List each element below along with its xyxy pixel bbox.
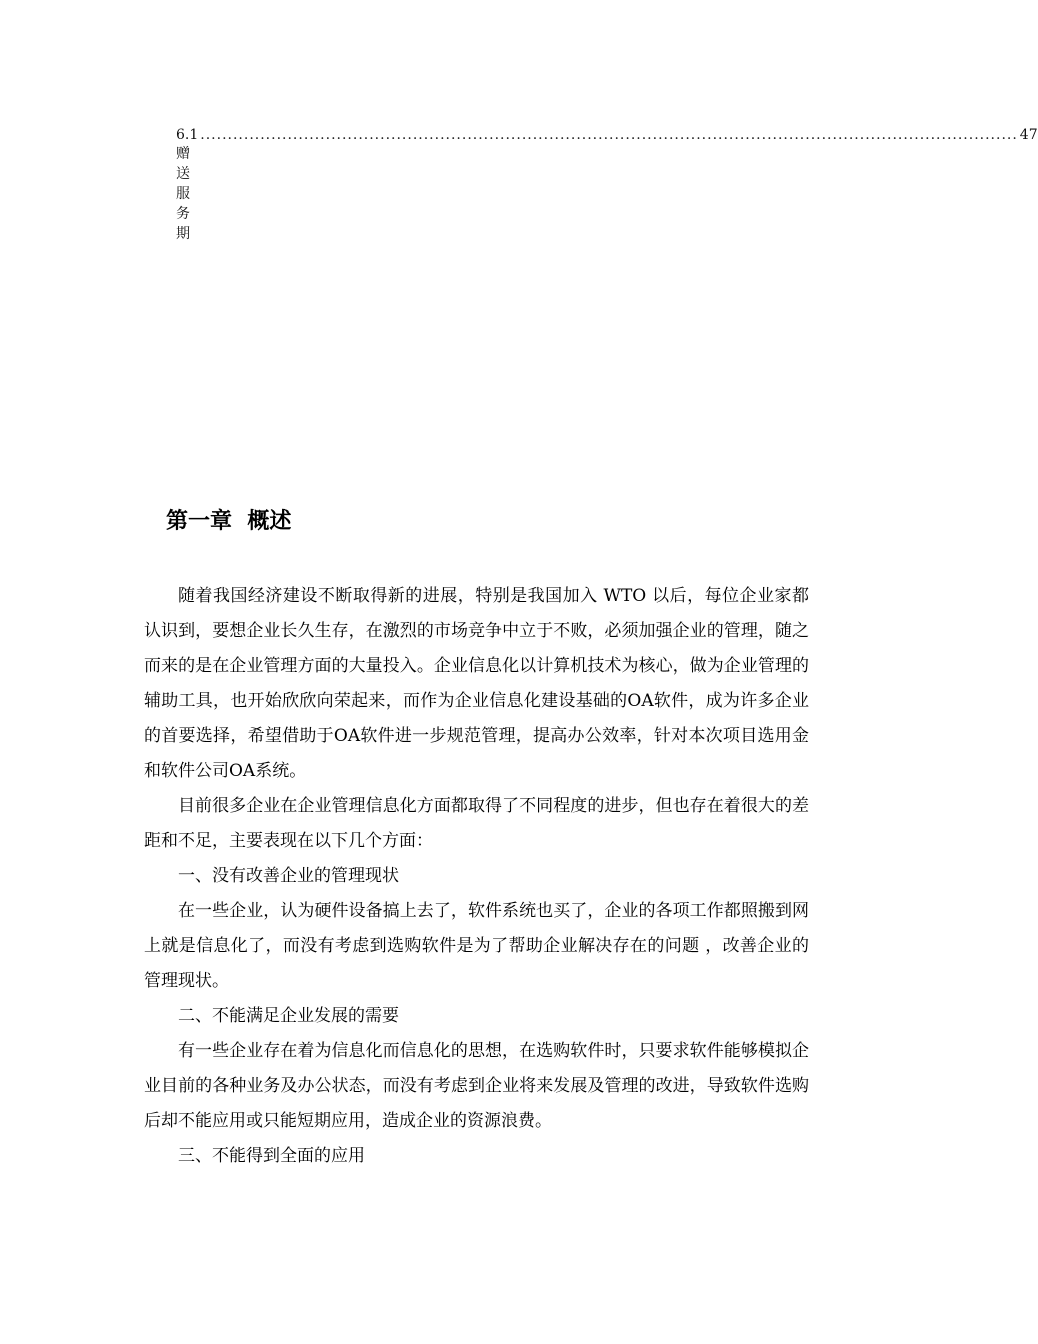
paragraph-intro: 随着我国经济建设不断取得新的进展，特别是我国加入 WTO 以后，每位企业家都认识到，要想企业长久生存，在激烈的市场竞争中立于不败，必须加强企业的管理，随之而来的是在企业管理方面的大量投入。企业信息化以计算机技术为核心，做为企业管理的辅助工具，也开始欣欣向荣起来，而作为企业信息化建设基础的OA软件，成为许多企业的首要选择，希望借助于OA软件进一步规范管理，提高办公效率，针对本次项目选用金和软件公司OA系统。 xyxy=(144,586,809,781)
section-heading-1: 一、没有改善企业的管理现状 xyxy=(178,866,399,886)
chapter-title: 第一章 概述 xyxy=(166,509,292,534)
toc-page-number: 47 xyxy=(1019,127,1038,143)
body-text xyxy=(144,579,809,1174)
paragraph-section-1: 在一些企业，认为硬件设备搞上去了，软件系统也买了，企业的各项工作都照搬到网上就是信息化了，而没有考虑到选购软件是为了帮助企业解决存在的问题 ，改善企业的管理现状。 xyxy=(144,901,809,991)
toc-entry-label: 6.1赠送服务期 xyxy=(176,127,199,242)
toc-leader-dots: ...................................................................................................................................................... xyxy=(200,127,1018,143)
paragraph-section-2: 有一些企业存在着为信息化而信息化的思想，在选购软件时，只要求软件能够模拟企业目前的各种业务及办公状态，而没有考虑到企业将来发展及管理的改进，导致软件选购后却不能应用或只能短期应用，造成企业的资源浪费。 xyxy=(144,1041,809,1131)
toc-entry[interactable] xyxy=(176,127,1038,243)
paragraph-problems: 目前很多企业在企业管理信息化方面都取得了不同程度的进步，但也存在着很大的差距和不足，主要表现在以下几个方面： xyxy=(144,796,809,851)
section-heading-3: 三、不能得到全面的应用 xyxy=(178,1146,365,1166)
section-heading-2: 二、不能满足企业发展的需要 xyxy=(178,1006,399,1026)
